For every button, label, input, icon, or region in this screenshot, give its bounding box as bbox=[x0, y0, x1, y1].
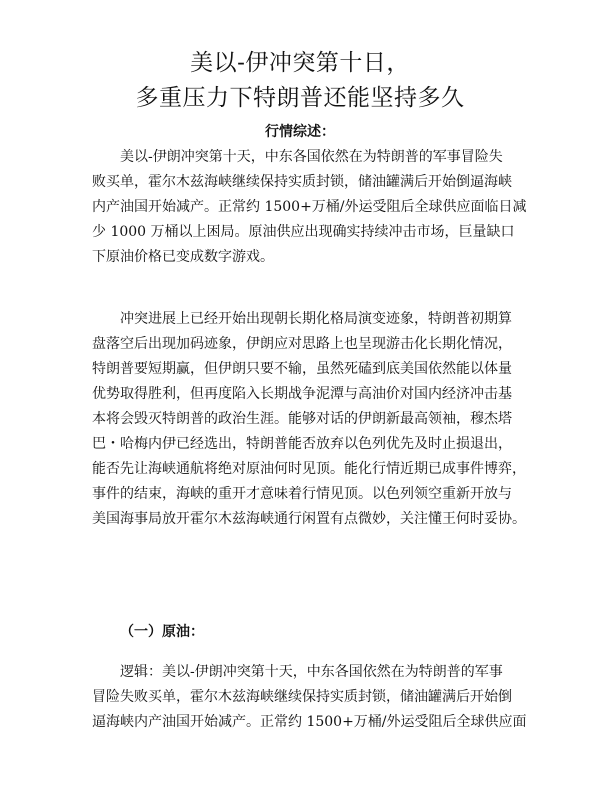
paragraph-line: 优势取得胜利，但再度陷入长期战争泥潭与高油价对国内经济冲击基 bbox=[92, 386, 512, 402]
overview-paragraph-1 bbox=[92, 145, 527, 270]
paragraph-line: 冒险失败买单，霍尔木兹海峡继续保持实质封锁，储油罐满后开始倒 bbox=[92, 689, 512, 705]
paragraph-line: 美国海事局放开霍尔木兹海峡通行闲置有点微妙，关注懂王何时妥协。 bbox=[92, 511, 526, 527]
crude-oil-paragraph bbox=[92, 660, 527, 735]
paragraph-line: 冲突进展上已经开始出现朝长期化格局演变迹象，特朗普初期算 bbox=[120, 311, 512, 327]
overview-paragraph-2 bbox=[92, 307, 526, 532]
paragraph-line: 下原油价格已变成数字游戏。 bbox=[92, 249, 274, 265]
paragraph-line: 逼海峡内产油国开始减产。正常约 1500+万桶/外运受阻后全球供应面 bbox=[92, 714, 527, 730]
paragraph-line: 盘落空后出现加码迹象，伊朗应对思路上也呈现游击化长期化情况， bbox=[92, 336, 512, 352]
crude-oil-section-heading: （一）原油： bbox=[120, 624, 204, 640]
paragraph-line: 本将会毁灭特朗普的政治生涯。能够对话的伊朗新最高领袖，穆杰塔 bbox=[92, 411, 512, 427]
paragraph-line: 逻辑：美以-伊朗冲突第十天，中东各国依然在为特朗普的军事 bbox=[120, 664, 503, 680]
paragraph-line: 特朗普要短期赢，但伊朗只要不输，虽然死磕到底美国依然能以体量 bbox=[92, 361, 512, 377]
paragraph-line: 少 1000 万桶以上困局。原油供应出现确实持续冲击市场，巨量缺口 bbox=[92, 224, 515, 240]
paragraph-line: 事件的结束，海峡的重开才意味着行情见顶。以色列领空重新开放与 bbox=[92, 486, 512, 502]
document-title-line-2: 多重压力下特朗普还能坚持多久 bbox=[135, 85, 465, 111]
paragraph-line: 巴・哈梅内伊已经选出，特朗普能否放弃以色列优先及时止损退出， bbox=[92, 436, 512, 452]
document-title-line-1: 美以-伊冲突第十日， bbox=[190, 50, 410, 76]
paragraph-line: 败买单，霍尔木兹海峡继续保持实质封锁，储油罐满后开始倒逼海峡 bbox=[92, 174, 512, 190]
paragraph-line: 能否先让海峡通航将绝对原油何时见顶。能化行情近期已成事件博弈， bbox=[92, 461, 526, 477]
paragraph-line: 内产油国开始减产。正常约 1500+万桶/外运受阻后全球供应面临日减 bbox=[92, 199, 527, 215]
paragraph-line: 美以-伊朗冲突第十天，中东各国依然在为特朗普的军事冒险失 bbox=[120, 149, 503, 165]
market-overview-heading: 行情综述： bbox=[265, 124, 335, 140]
